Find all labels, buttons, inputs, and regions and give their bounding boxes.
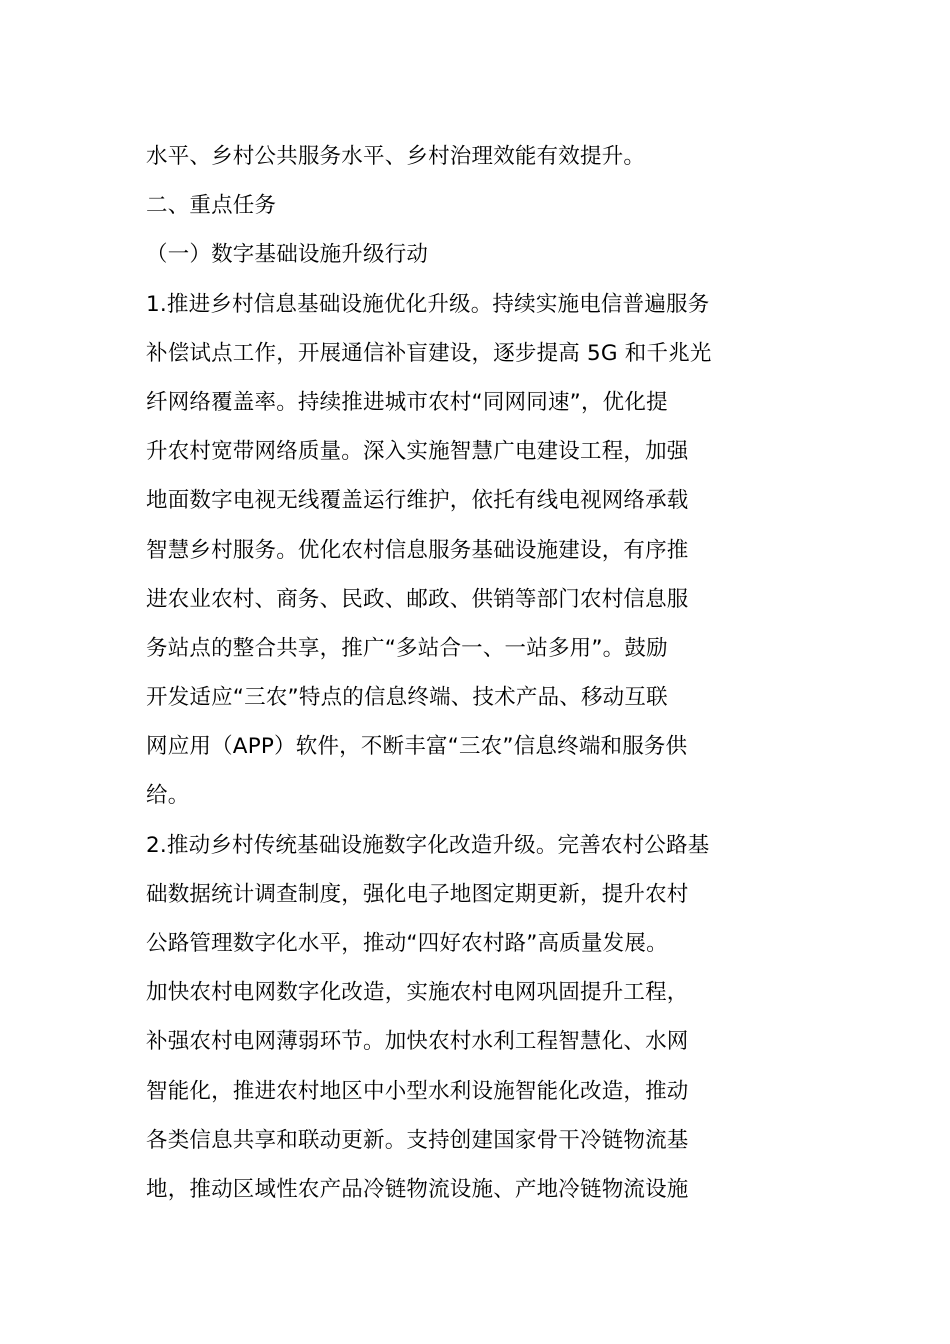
subsection-heading: （一）数字基础设施升级行动 [146,242,429,268]
text-line-16: 础数据统计调查制度，强化电子地图定期更新，提升农村 [146,881,689,907]
text-line-11: 务站点的整合共享，推广“多站合一、一站多用”。鼓励 [146,635,668,661]
text-line-6: 纤网络覆盖率。持续推进城市农村“同网同速”，优化提 [146,389,668,415]
text-line-8: 地面数字电视无线覆盖运行维护，依托有线电视网络承载 [146,488,689,514]
text-line-17: 公路管理数字化水平，推动“四好农村路”高质量发展。 [146,931,668,956]
text-line-5: 补偿试点工作，开展通信补盲建设，逐步提高 5G 和千兆光 [146,340,712,366]
text-line-12: 开发适应“三农”特点的信息终端、技术产品、移动互联 [146,685,668,711]
text-line-18: 加快农村电网数字化改造，实施农村电网巩固提升工程， [146,980,689,1006]
text-line-21: 各类信息共享和联动更新。支持创建国家骨干冷链物流基 [146,1127,689,1153]
text-line-1: 水平、乡村公共服务水平、乡村治理效能有效提升。 [146,144,646,169]
text-line-13: 网应用（APP）软件，不断丰富“三农”信息终端和服务供 [146,734,688,760]
text-line-20: 智能化，推进农村地区中小型水利设施智能化改造，推动 [146,1078,689,1104]
text-line-14: 给。 [146,783,190,809]
text-line-4: 1.推进乡村信息基础设施优化升级。持续实施电信普遍服务 [146,291,710,317]
text-line-10: 进农业农村、商务、民政、邮政、供销等部门农村信息服 [146,586,689,612]
text-line-15: 2.推动乡村传统基础设施数字化改造升级。完善农村公路基 [146,832,710,858]
body-text [146,132,806,1214]
text-line-22: 地，推动区域性农产品冷链物流设施、产地冷链物流设施 [146,1176,689,1202]
text-line-9: 智慧乡村服务。优化农村信息服务基础设施建设，有序推 [146,537,689,563]
text-line-7: 升农村宽带网络质量。深入实施智慧广电建设工程，加强 [146,439,689,465]
section-heading: 二、重点任务 [146,193,277,219]
text-line-19: 补强农村电网薄弱环节。加快农村水利工程智慧化、水网 [146,1029,689,1055]
